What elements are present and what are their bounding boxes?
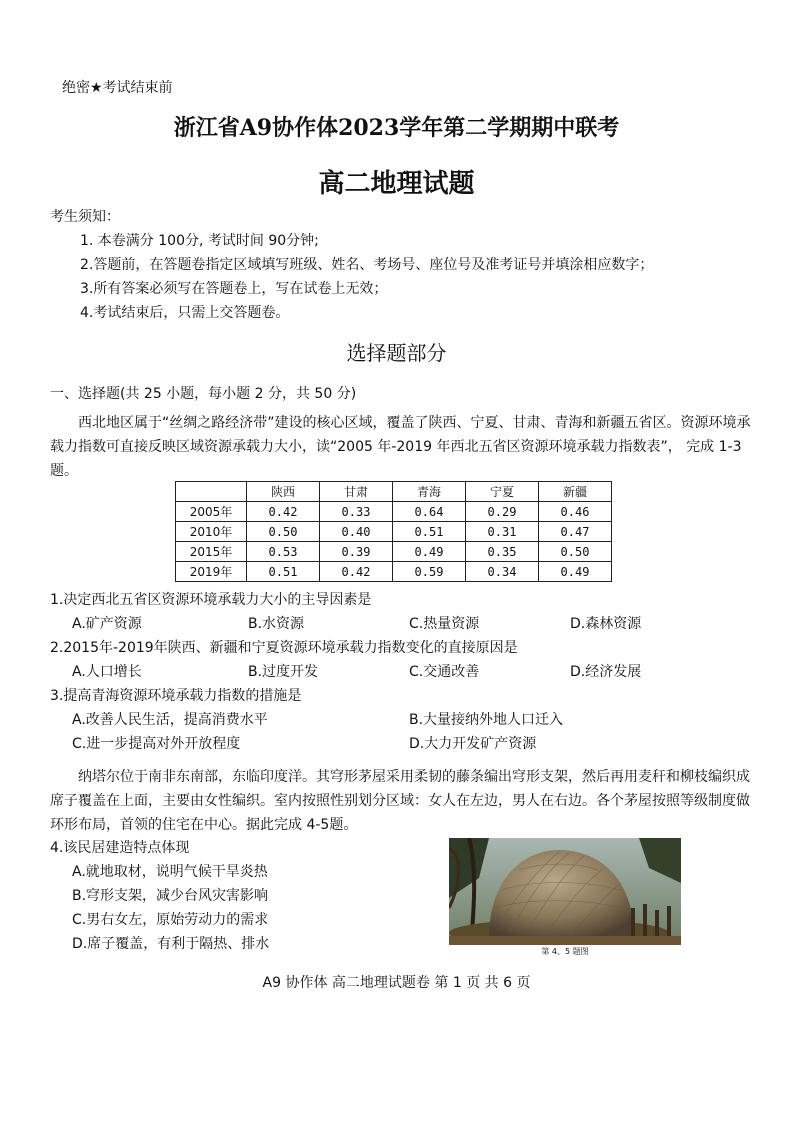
question-2-option-b: B.过度开发 (248, 664, 319, 680)
question-4-option-d: D.席子覆盖，有利于隔热、排水 (72, 936, 270, 952)
secret-mark: 绝密★考试结束前 (62, 80, 173, 96)
table-cell: 2019年 (176, 562, 247, 582)
question-1-option-a: A.矿产资源 (72, 616, 142, 632)
intro-paragraph-1: 西北地区属于“丝绸之路经济带”建设的核心区域，覆盖了陕西、宁夏、甘肃、青海和新疆五省区。资源环境承载力指数可直接反映区域资源承载力大小，读“2005 年-2019 年西北五省区资源环境承载力指数表”， 完成 1-3 题。 (50, 415, 751, 479)
notice-item-3: 3.所有答案必须写在答题卷上，写在试卷上无效； (80, 281, 388, 297)
table-cell: 0.39 (320, 542, 393, 562)
table-row (176, 562, 612, 582)
exam-title: 浙江省A9协作体2023学年第二学期期中联考 (173, 115, 620, 141)
question-2-stem: 2.2015年-2019年陕西、新疆和宁夏资源环境承载力指数变化的直接原因是 (50, 640, 518, 656)
question-4-stem: 4.该民居建造特点体现 (50, 840, 190, 856)
table-header-cell: 新疆 (539, 482, 612, 502)
table-header-cell (176, 482, 247, 502)
table-header-cell: 宁夏 (466, 482, 539, 502)
table-row (176, 542, 612, 562)
section-title: 选择题部分 (346, 341, 447, 365)
table-cell: 0.29 (466, 502, 539, 522)
question-4-option-c: C.男右女左，原始劳动力的需求 (72, 912, 269, 928)
question-2-option-d: D.经济发展 (570, 664, 642, 680)
table-cell: 0.35 (466, 542, 539, 562)
question-2-option-a: A.人口增长 (72, 664, 142, 680)
carrying-capacity-table (175, 481, 612, 582)
question-3-option-d: D.大力开发矿产资源 (409, 736, 537, 752)
table-cell: 0.49 (393, 542, 466, 562)
question-3-option-b: B.大量接纳外地人口迁入 (409, 712, 564, 728)
table-cell: 0.40 (320, 522, 393, 542)
table-header-cell: 陕西 (247, 482, 320, 502)
notice-item-2: 2.答题前，在答题卷指定区域填写班级、姓名、考场号、座位号及准考证号并填涂相应数字； (80, 257, 654, 273)
table-header-cell: 青海 (393, 482, 466, 502)
part1-heading: 一、选择题(共 25 小题，每小题 2 分，共 50 分) (50, 386, 357, 402)
table-row (176, 522, 612, 542)
question-3-option-a: A.改善人民生活，提高消费水平 (72, 712, 268, 728)
intro-paragraph-2: 纳塔尔位于南非东南部，东临印度洋。其穹形茅屋采用柔韧的藤条编出穹形支架，然后再用麦秆和柳枝编织成席子覆盖在上面，主要由女性编织。室内按照性别划分区域：女人在左边，男人在右边。各个茅屋按照等级制度做环形布局，首领的住宅在中心。据此完成 4-5题。 (50, 769, 750, 833)
table-cell: 0.50 (539, 542, 612, 562)
question-4-option-b: B.穹形支架，减少台风灾害影响 (72, 888, 269, 904)
notice-heading: 考生须知： (50, 209, 120, 225)
table-cell: 0.34 (466, 562, 539, 582)
exam-subtitle: 高二地理试题 (318, 169, 475, 199)
table-cell: 2010年 (176, 522, 247, 542)
table-header-cell: 甘肃 (320, 482, 393, 502)
notice-item-4: 4.考试结束后，只需上交答题卷。 (80, 305, 290, 321)
figure-caption: 第 4、5 题图 (541, 947, 589, 956)
page-footer: A9 协作体 高二地理试题卷 第 1 页 共 6 页 (262, 975, 531, 991)
table-cell: 0.51 (247, 562, 320, 582)
hut-photo (449, 838, 681, 945)
table-cell: 0.42 (320, 562, 393, 582)
table-cell: 0.31 (466, 522, 539, 542)
table-cell: 0.46 (539, 502, 612, 522)
table-cell: 0.51 (393, 522, 466, 542)
hut-photo-illustration (449, 838, 681, 945)
table-cell: 0.50 (247, 522, 320, 542)
table-header-row (176, 482, 612, 502)
table-cell: 0.42 (247, 502, 320, 522)
table-cell: 2005年 (176, 502, 247, 522)
question-3-option-c: C.进一步提高对外开放程度 (72, 736, 241, 752)
question-3-stem: 3.提高青海资源环境承载力指数的措施是 (50, 688, 302, 704)
table-cell: 0.33 (320, 502, 393, 522)
question-1-option-b: B.水资源 (248, 616, 305, 632)
table-cell: 0.53 (247, 542, 320, 562)
table-row (176, 502, 612, 522)
table-cell: 0.64 (393, 502, 466, 522)
question-2-option-c: C.交通改善 (409, 664, 480, 680)
question-4-option-a: A.就地取材，说明气候干旱炎热 (72, 864, 268, 880)
table-cell: 2015年 (176, 542, 247, 562)
table-cell: 0.49 (539, 562, 612, 582)
notice-item-1: 1. 本卷满分 100分, 考试时间 90分钟; (80, 233, 319, 249)
question-1-option-d: D.森林资源 (570, 616, 642, 632)
question-1-stem: 1.决定西北五省区资源环境承载力大小的主导因素是 (50, 592, 372, 608)
table-cell: 0.47 (539, 522, 612, 542)
question-1-option-c: C.热量资源 (409, 616, 480, 632)
table-cell: 0.59 (393, 562, 466, 582)
